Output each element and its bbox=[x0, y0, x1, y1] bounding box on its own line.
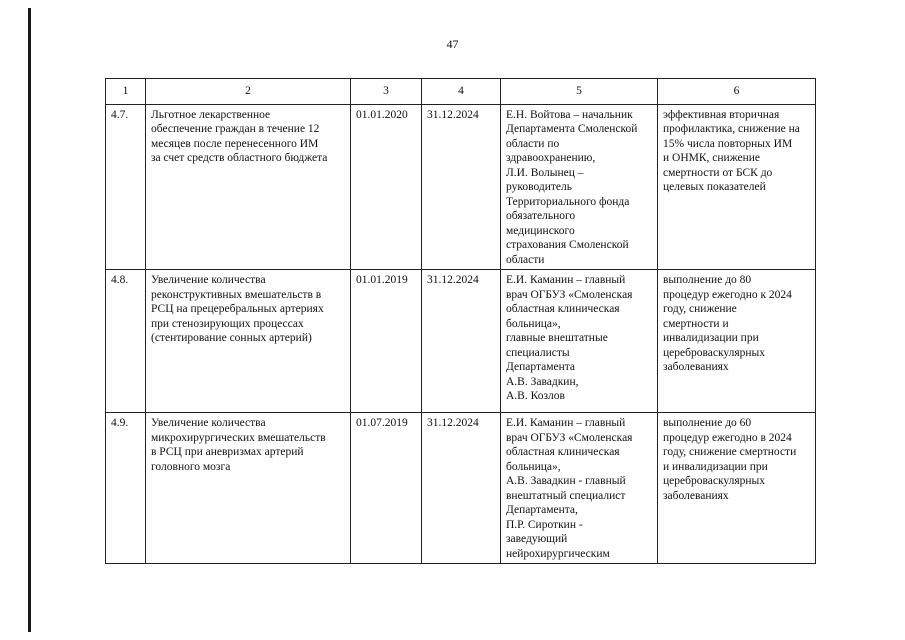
expected-result-line: заболеваниях bbox=[663, 361, 729, 373]
measure-description-line: Увеличение количества bbox=[151, 417, 266, 429]
responsible-persons-line: специалисты bbox=[506, 346, 570, 359]
measure-description-line: микрохирургических вмешательств bbox=[151, 431, 326, 444]
responsible-persons-line: медицинского bbox=[506, 224, 575, 237]
responsible-persons-line: обязательного bbox=[506, 210, 576, 222]
expected-result-line: процедур ежегодно в 2024 bbox=[663, 431, 792, 444]
responsible-persons-line: главные внештатные bbox=[506, 332, 608, 344]
expected-result-line: смертности от БСК до bbox=[663, 166, 773, 179]
measure-description-line: Увеличение количества bbox=[151, 274, 266, 286]
responsible-persons-line: А.В. Завадкин, bbox=[506, 375, 579, 388]
responsible-persons-line: страхования Смоленской bbox=[506, 239, 629, 251]
responsible-persons-line: А.В. Козлов bbox=[506, 390, 565, 402]
measure-description-line: Льготное лекарственное bbox=[151, 108, 271, 121]
row-number: 4.9. bbox=[106, 413, 146, 564]
expected-result-line: цереброваскулярных bbox=[663, 475, 766, 487]
measure-description bbox=[146, 104, 351, 270]
responsible-persons-line: области bbox=[506, 253, 545, 266]
responsible-persons-line: больница», bbox=[506, 317, 561, 330]
measure-description-line: реконструктивных вмешательств в bbox=[151, 288, 322, 301]
plan-table bbox=[105, 78, 816, 564]
table-body bbox=[106, 104, 816, 564]
end-date: 31.12.2024 bbox=[422, 104, 501, 270]
responsible-persons-line: больница», bbox=[506, 460, 561, 473]
table-row bbox=[106, 104, 816, 270]
expected-result-line: процедур ежегодно к 2024 bbox=[663, 288, 792, 301]
table-header-row bbox=[106, 79, 816, 105]
expected-result-line: выполнение до 60 bbox=[663, 417, 752, 429]
responsible-persons-line: заведующий bbox=[506, 533, 568, 545]
start-date: 01.01.2020 bbox=[351, 104, 422, 270]
responsible-persons-line: здравоохранению, bbox=[506, 152, 596, 164]
header-cell: 2 bbox=[146, 79, 351, 105]
expected-result bbox=[658, 270, 816, 413]
expected-result-line: году, снижение bbox=[663, 303, 737, 315]
expected-result-line: смертности и bbox=[663, 317, 729, 330]
end-date: 31.12.2024 bbox=[422, 270, 501, 413]
expected-result bbox=[658, 413, 816, 564]
responsible-persons-line: врач ОГБУЗ «Смоленская bbox=[506, 431, 633, 444]
header-cell: 1 bbox=[106, 79, 146, 105]
measure-description-line: месяцев после перенесенного ИМ bbox=[151, 137, 319, 150]
row-number: 4.7. bbox=[106, 104, 146, 270]
measure-description-line: головного мозга bbox=[151, 460, 231, 473]
end-date: 31.12.2024 bbox=[422, 413, 501, 564]
responsible-persons-line: Департамента, bbox=[506, 504, 578, 516]
measure-description-line: за счет средств областного бюджета bbox=[151, 152, 328, 164]
responsible-persons-line: А.В. Завадкин - главный bbox=[506, 475, 626, 487]
table-row bbox=[106, 413, 816, 564]
expected-result-line: 15% числа повторных ИМ bbox=[663, 137, 793, 150]
expected-result-line: эффективная вторичная bbox=[663, 108, 780, 121]
responsible-persons-line: Л.И. Волынец – bbox=[506, 166, 584, 179]
responsible-persons-line: Департамента bbox=[506, 361, 576, 373]
responsible-persons-line: Е.И. Каманин – главный bbox=[506, 274, 626, 286]
expected-result-line: году, снижение смертности bbox=[663, 446, 797, 458]
responsible-persons-line: областная клиническая bbox=[506, 303, 620, 315]
measure-description-line: РСЦ на прецеребральных артериях bbox=[151, 303, 324, 315]
responsible-persons-line: нейрохирургическим bbox=[506, 547, 610, 560]
start-date: 01.07.2019 bbox=[351, 413, 422, 564]
expected-result-line: цереброваскулярных bbox=[663, 346, 766, 359]
measure-description bbox=[146, 413, 351, 564]
expected-result-line: целевых показателей bbox=[663, 181, 766, 193]
header-cell: 5 bbox=[501, 79, 658, 105]
header-cell: 4 bbox=[422, 79, 501, 105]
measure-description-line: обеспечение граждан в течение 12 bbox=[151, 123, 320, 135]
responsible-persons-line: области по bbox=[506, 137, 560, 150]
responsible-persons-line: Департамента Смоленской bbox=[506, 123, 638, 135]
responsible-persons bbox=[501, 413, 658, 564]
page-number: 47 bbox=[446, 37, 459, 51]
responsible-persons-line: Территориального фонда bbox=[506, 195, 630, 208]
measure-description-line: при стенозирующих процессах bbox=[151, 317, 304, 330]
expected-result-line: выполнение до 80 bbox=[663, 274, 752, 286]
row-number: 4.8. bbox=[106, 270, 146, 413]
header-cell: 3 bbox=[351, 79, 422, 105]
expected-result-line: и инвалидизации при bbox=[663, 460, 768, 473]
start-date: 01.01.2019 bbox=[351, 270, 422, 413]
responsible-persons bbox=[501, 104, 658, 270]
responsible-persons-line: руководитель bbox=[506, 181, 572, 193]
measure-description bbox=[146, 270, 351, 413]
measure-description-line: (стентирование сонных артерий) bbox=[151, 332, 312, 344]
expected-result-line: профилактика, снижение на bbox=[663, 123, 800, 135]
expected-result-line: инвалидизации при bbox=[663, 332, 759, 344]
expected-result bbox=[658, 104, 816, 270]
header-cell: 6 bbox=[658, 79, 816, 105]
scan-edge-line bbox=[28, 8, 31, 632]
responsible-persons-line: областная клиническая bbox=[506, 446, 620, 458]
responsible-persons-line: внештатный специалист bbox=[506, 489, 626, 502]
responsible-persons-line: Е.И. Каманин – главный bbox=[506, 417, 626, 429]
measure-description-line: в РСЦ при аневризмах артерий bbox=[151, 446, 304, 458]
responsible-persons bbox=[501, 270, 658, 413]
responsible-persons-line: Е.Н. Войтова – начальник bbox=[506, 108, 633, 121]
table-row bbox=[106, 270, 816, 413]
expected-result-line: заболеваниях bbox=[663, 489, 729, 502]
responsible-persons-line: П.Р. Сироткин - bbox=[506, 518, 583, 531]
responsible-persons-line: врач ОГБУЗ «Смоленская bbox=[506, 288, 633, 301]
expected-result-line: и ОНМК, снижение bbox=[663, 152, 761, 164]
